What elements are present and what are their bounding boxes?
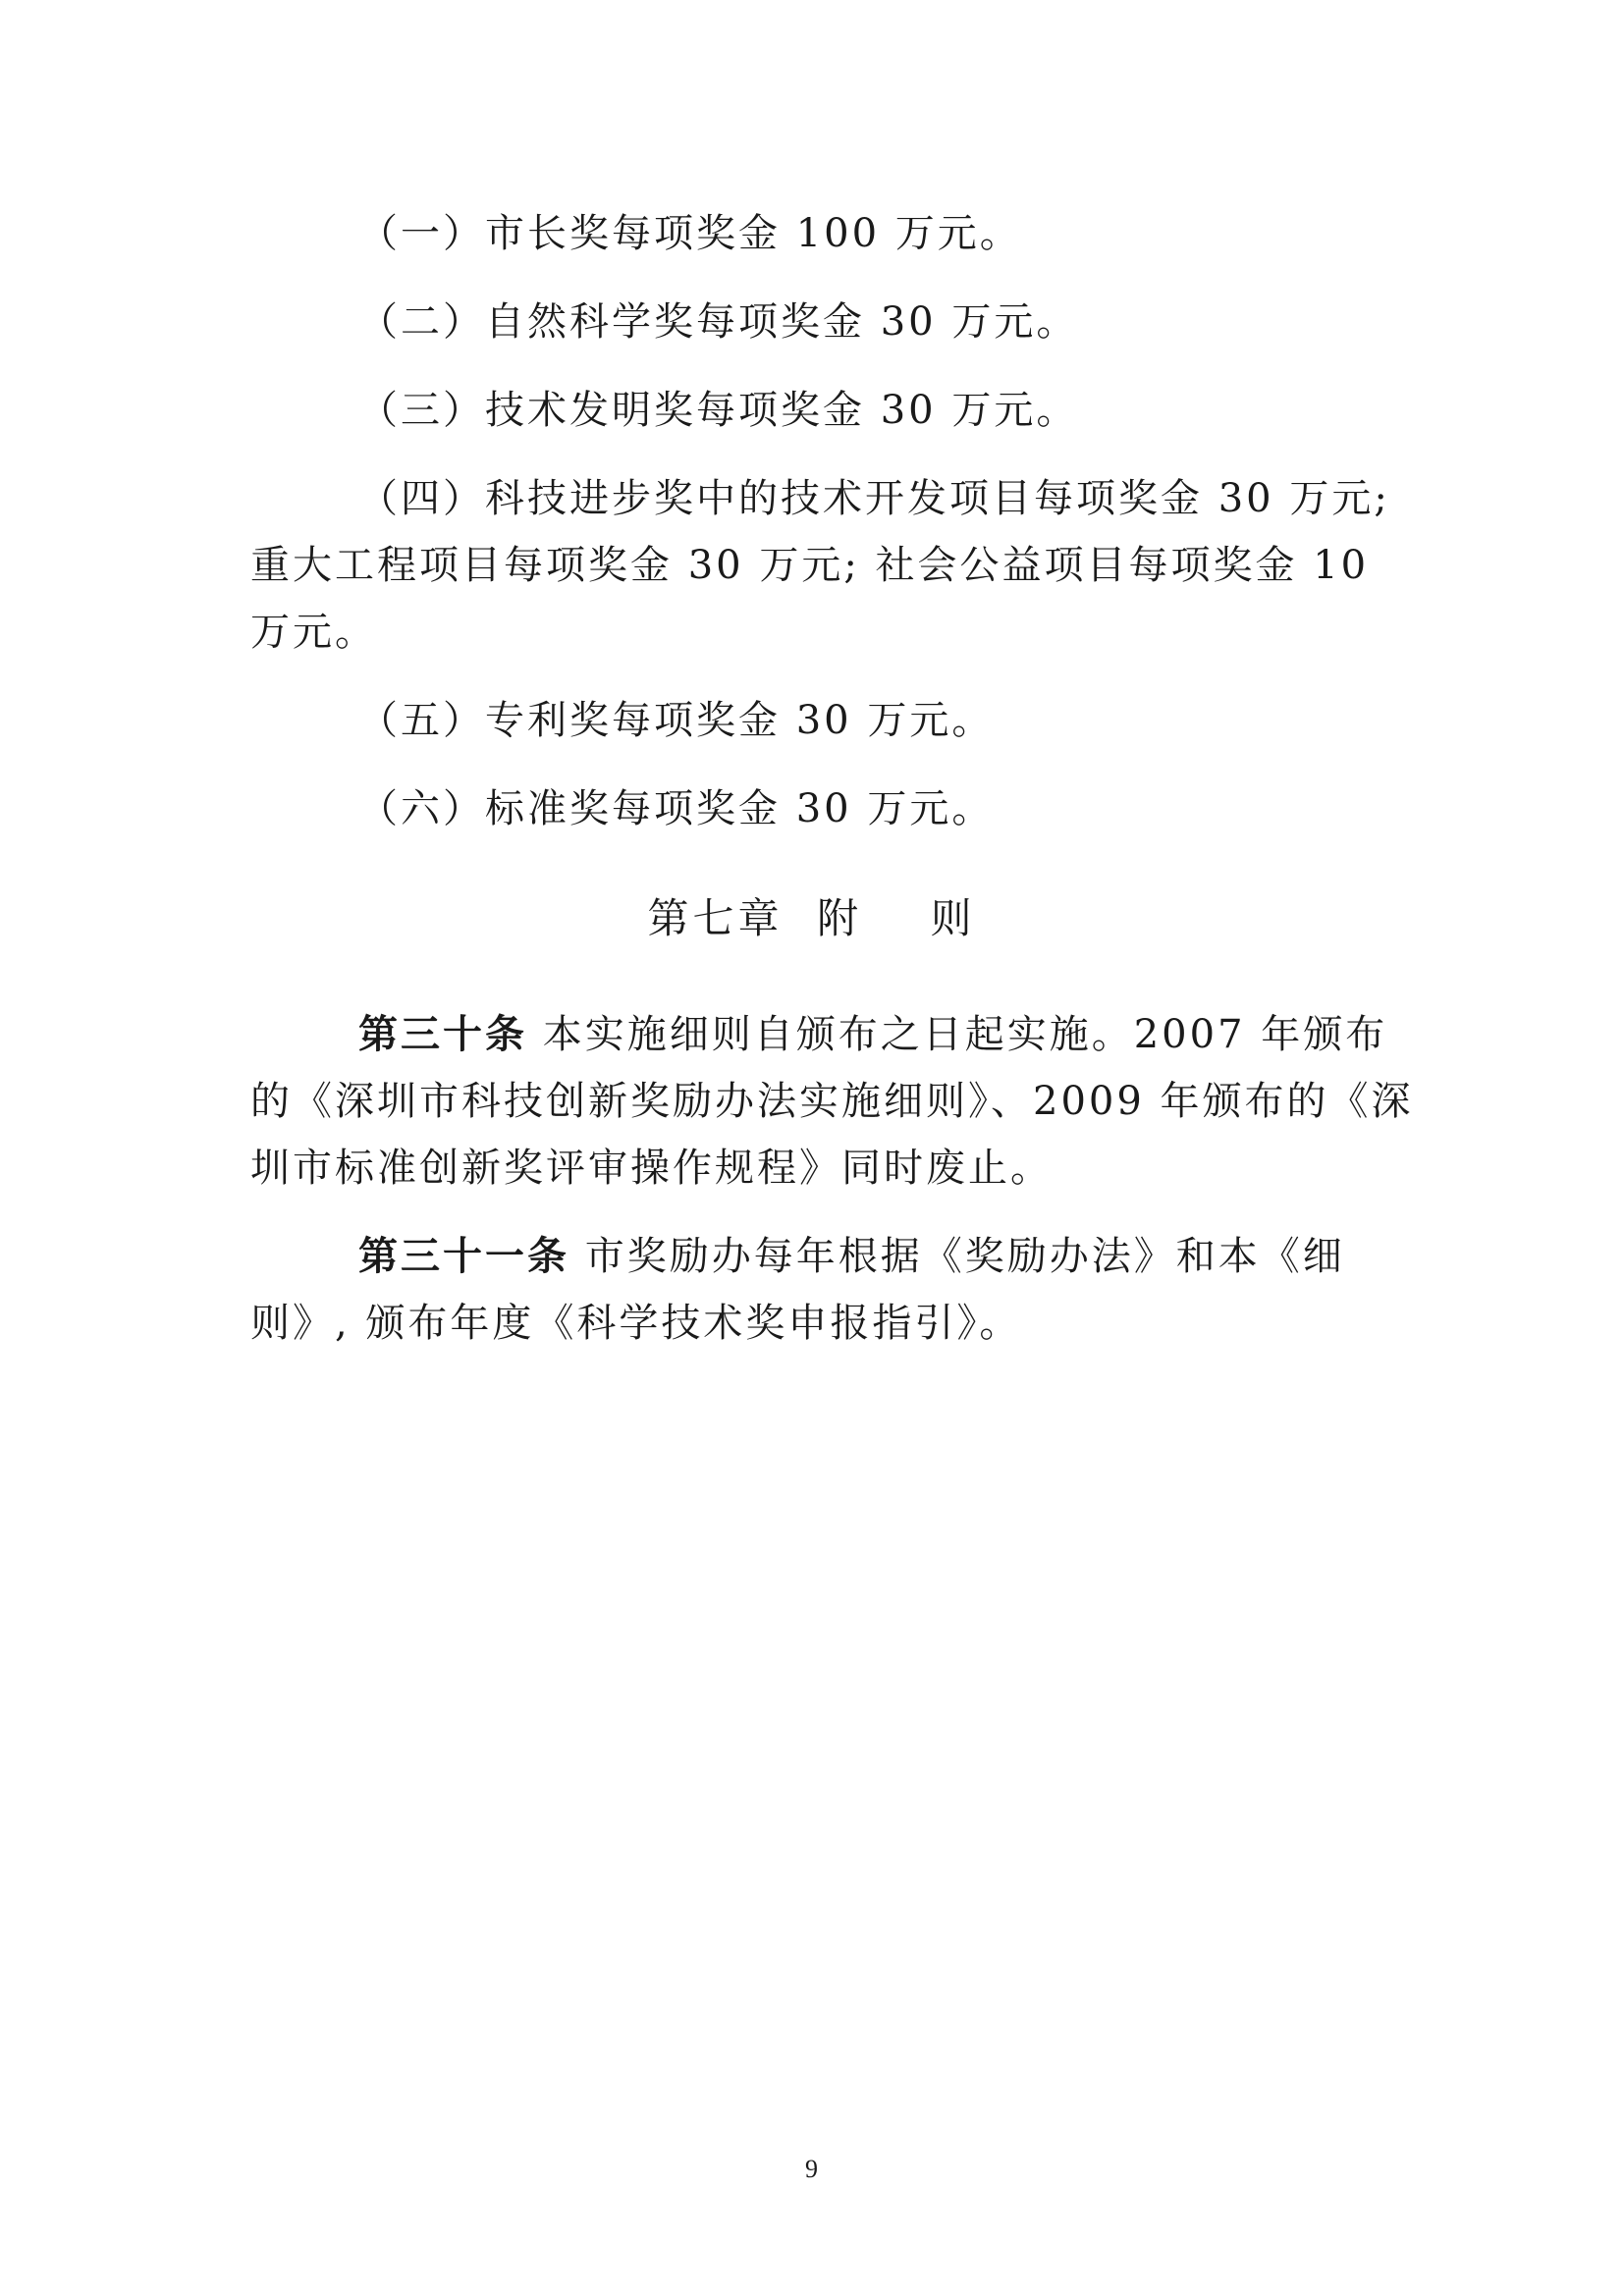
article-30-text: 本实施细则自颁布之日起实施。2007 年颁布: [542, 1012, 1388, 1057]
award-item-1: （一）市长奖每项奖金 100 万元。: [358, 211, 1022, 256]
article-31-line-1: [358, 1233, 1345, 1280]
award-item-2: （二）自然科学奖每项奖金 30 万元。: [358, 299, 1079, 345]
chapter-title: 第七章 附 则: [647, 894, 976, 942]
award-item-3: （三）技术发明奖每项奖金 30 万元。: [358, 388, 1079, 433]
article-30-line-2: 的《深圳市科技创新奖励办法实施细则》、2009 年颁布的《深: [250, 1079, 1414, 1124]
page-number: 9: [805, 2155, 818, 2183]
article-31-text: 市奖励办每年根据《奖励办法》和本《细: [584, 1234, 1345, 1279]
article-30-label: 第三十条: [358, 1011, 527, 1057]
award-item-4-line-2: 重大工程项目每项奖金 30 万元; 社会公益项目每项奖金 10: [250, 543, 1370, 588]
article-31-line-2: 则》, 颁布年度《科学技术奖申报指引》。: [250, 1301, 1022, 1346]
award-item-4-line-3: 万元。: [250, 610, 377, 655]
article-30-line-1: [358, 1011, 1387, 1058]
article-31-label: 第三十一条: [358, 1233, 569, 1279]
article-30-line-3: 圳市标准创新奖评审操作规程》同时废止。: [250, 1146, 1053, 1191]
award-item-4-line-1: （四）科技进步奖中的技术开发项目每项奖金 30 万元;: [358, 476, 1390, 521]
award-item-5: （五）专利奖每项奖金 30 万元。: [358, 698, 995, 743]
award-item-6: （六）标准奖每项奖金 30 万元。: [358, 786, 995, 831]
